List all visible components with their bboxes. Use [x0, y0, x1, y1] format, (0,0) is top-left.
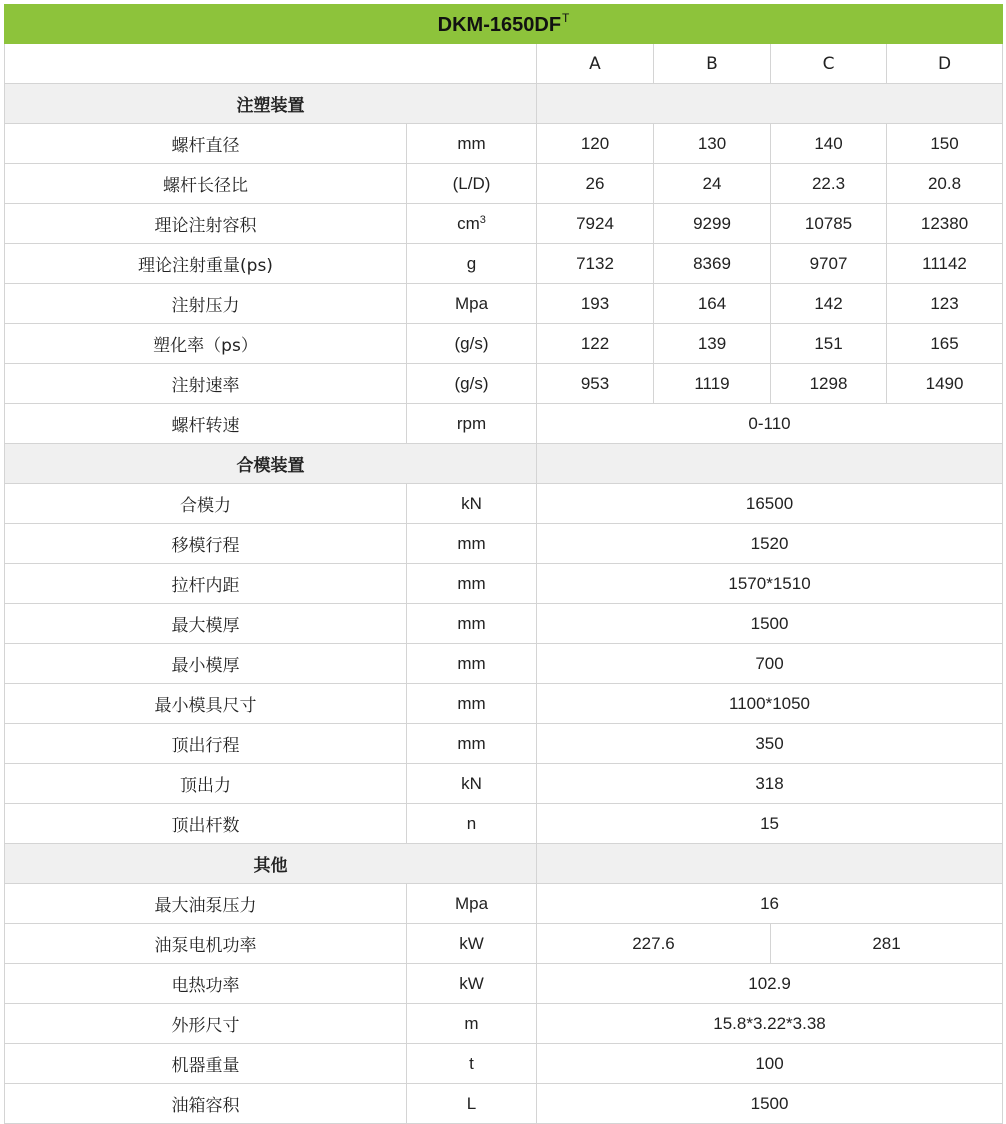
section-injection — [5, 84, 1003, 124]
table-row — [5, 964, 1003, 1004]
param-label: 顶出力 — [5, 764, 407, 804]
param-label: 最小模具尺寸 — [5, 684, 407, 724]
column-header-c: C — [771, 44, 887, 84]
value-merged: 1500 — [537, 1084, 1003, 1124]
value-a: 26 — [537, 164, 654, 204]
section-filler — [537, 84, 1003, 124]
table-row — [5, 364, 1003, 404]
title-row — [5, 5, 1003, 44]
value-d: 11142 — [887, 244, 1003, 284]
section-title: 其他 — [5, 844, 537, 884]
param-label: 理论注射重量(ps) — [5, 244, 407, 284]
value-merged: 318 — [537, 764, 1003, 804]
param-label: 机器重量 — [5, 1044, 407, 1084]
value-c: 22.3 — [771, 164, 887, 204]
param-label: 最小模厚 — [5, 644, 407, 684]
value-b: 9299 — [654, 204, 771, 244]
param-unit: n — [407, 804, 537, 844]
value-d: 1490 — [887, 364, 1003, 404]
value-d: 20.8 — [887, 164, 1003, 204]
value-c: 151 — [771, 324, 887, 364]
value-merged: 0-110 — [537, 404, 1003, 444]
table-row — [5, 1004, 1003, 1044]
param-label: 油箱容积 — [5, 1084, 407, 1124]
value-merged: 100 — [537, 1044, 1003, 1084]
param-unit: mm — [407, 124, 537, 164]
param-unit: (L/D) — [407, 164, 537, 204]
value-merged: 15.8*3.22*3.38 — [537, 1004, 1003, 1044]
value-merged: 350 — [537, 724, 1003, 764]
param-label: 螺杆转速 — [5, 404, 407, 444]
param-label: 拉杆内距 — [5, 564, 407, 604]
value-b: 8369 — [654, 244, 771, 284]
param-label: 螺杆直径 — [5, 124, 407, 164]
table-row — [5, 1084, 1003, 1124]
section-title: 注塑装置 — [5, 84, 537, 124]
model-name: DKM-1650DF — [437, 14, 562, 36]
table-row — [5, 204, 1003, 244]
model-superscript: T — [562, 11, 570, 25]
unit-superscript: 3 — [479, 213, 486, 226]
value-a: 120 — [537, 124, 654, 164]
param-label: 外形尺寸 — [5, 1004, 407, 1044]
param-unit: mm — [407, 564, 537, 604]
param-unit: rpm — [407, 404, 537, 444]
table-row — [5, 724, 1003, 764]
table-row — [5, 604, 1003, 644]
param-label: 移模行程 — [5, 524, 407, 564]
column-header-b: B — [654, 44, 771, 84]
value-d: 150 — [887, 124, 1003, 164]
value-d: 12380 — [887, 204, 1003, 244]
value-a: 953 — [537, 364, 654, 404]
param-unit: kW — [407, 964, 537, 1004]
value-merged: 102.9 — [537, 964, 1003, 1004]
param-unit: Mpa — [407, 884, 537, 924]
param-label: 顶出杆数 — [5, 804, 407, 844]
value-c: 140 — [771, 124, 887, 164]
section-filler — [537, 444, 1003, 484]
param-label: 合模力 — [5, 484, 407, 524]
table-row — [5, 1044, 1003, 1084]
value-merged: 15 — [537, 804, 1003, 844]
param-label: 螺杆长径比 — [5, 164, 407, 204]
param-unit: kN — [407, 764, 537, 804]
value-d: 165 — [887, 324, 1003, 364]
value-ab: 227.6 — [537, 924, 771, 964]
value-merged: 16 — [537, 884, 1003, 924]
column-header-row — [5, 44, 1003, 84]
table-row — [5, 164, 1003, 204]
value-a: 7924 — [537, 204, 654, 244]
table-row — [5, 884, 1003, 924]
value-merged: 1500 — [537, 604, 1003, 644]
value-merged: 16500 — [537, 484, 1003, 524]
table-row — [5, 244, 1003, 284]
value-b: 1119 — [654, 364, 771, 404]
value-merged: 1570*1510 — [537, 564, 1003, 604]
value-c: 10785 — [771, 204, 887, 244]
value-a: 193 — [537, 284, 654, 324]
param-unit: (g/s) — [407, 364, 537, 404]
param-unit: g — [407, 244, 537, 284]
table-row — [5, 484, 1003, 524]
param-label: 最大油泵压力 — [5, 884, 407, 924]
model-title — [5, 5, 1003, 44]
section-other — [5, 844, 1003, 884]
value-b: 164 — [654, 284, 771, 324]
section-title: 合模装置 — [5, 444, 537, 484]
spec-table — [4, 4, 1003, 1124]
table-row — [5, 564, 1003, 604]
table-row — [5, 684, 1003, 724]
value-b: 24 — [654, 164, 771, 204]
table-row — [5, 324, 1003, 364]
table-row — [5, 924, 1003, 964]
table-row — [5, 284, 1003, 324]
value-c: 142 — [771, 284, 887, 324]
param-label: 最大模厚 — [5, 604, 407, 644]
value-c: 9707 — [771, 244, 887, 284]
param-unit: kW — [407, 924, 537, 964]
unit-base: cm — [457, 213, 480, 233]
table-row — [5, 524, 1003, 564]
param-label: 塑化率（ps） — [5, 324, 407, 364]
table-row — [5, 804, 1003, 844]
column-header-a: A — [537, 44, 654, 84]
header-blank — [5, 44, 537, 84]
table-row — [5, 764, 1003, 804]
table-row — [5, 404, 1003, 444]
param-label: 油泵电机功率 — [5, 924, 407, 964]
value-merged: 1520 — [537, 524, 1003, 564]
param-label: 注射速率 — [5, 364, 407, 404]
section-clamping — [5, 444, 1003, 484]
param-unit: kN — [407, 484, 537, 524]
section-filler — [537, 844, 1003, 884]
value-cd: 281 — [771, 924, 1003, 964]
param-unit: mm — [407, 684, 537, 724]
param-unit: mm — [407, 524, 537, 564]
param-unit: mm — [407, 724, 537, 764]
param-unit: m — [407, 1004, 537, 1044]
value-a: 122 — [537, 324, 654, 364]
value-b: 139 — [654, 324, 771, 364]
param-unit: (g/s) — [407, 324, 537, 364]
value-b: 130 — [654, 124, 771, 164]
param-unit: mm — [407, 604, 537, 644]
table-row — [5, 124, 1003, 164]
value-c: 1298 — [771, 364, 887, 404]
column-header-d: D — [887, 44, 1003, 84]
value-a: 7132 — [537, 244, 654, 284]
param-unit — [407, 204, 537, 244]
param-unit: t — [407, 1044, 537, 1084]
table-row — [5, 644, 1003, 684]
param-unit: Mpa — [407, 284, 537, 324]
value-merged: 1100*1050 — [537, 684, 1003, 724]
param-unit: L — [407, 1084, 537, 1124]
param-label: 电热功率 — [5, 964, 407, 1004]
param-unit: mm — [407, 644, 537, 684]
value-d: 123 — [887, 284, 1003, 324]
param-label: 注射压力 — [5, 284, 407, 324]
param-label: 理论注射容积 — [5, 204, 407, 244]
value-merged: 700 — [537, 644, 1003, 684]
param-label: 顶出行程 — [5, 724, 407, 764]
